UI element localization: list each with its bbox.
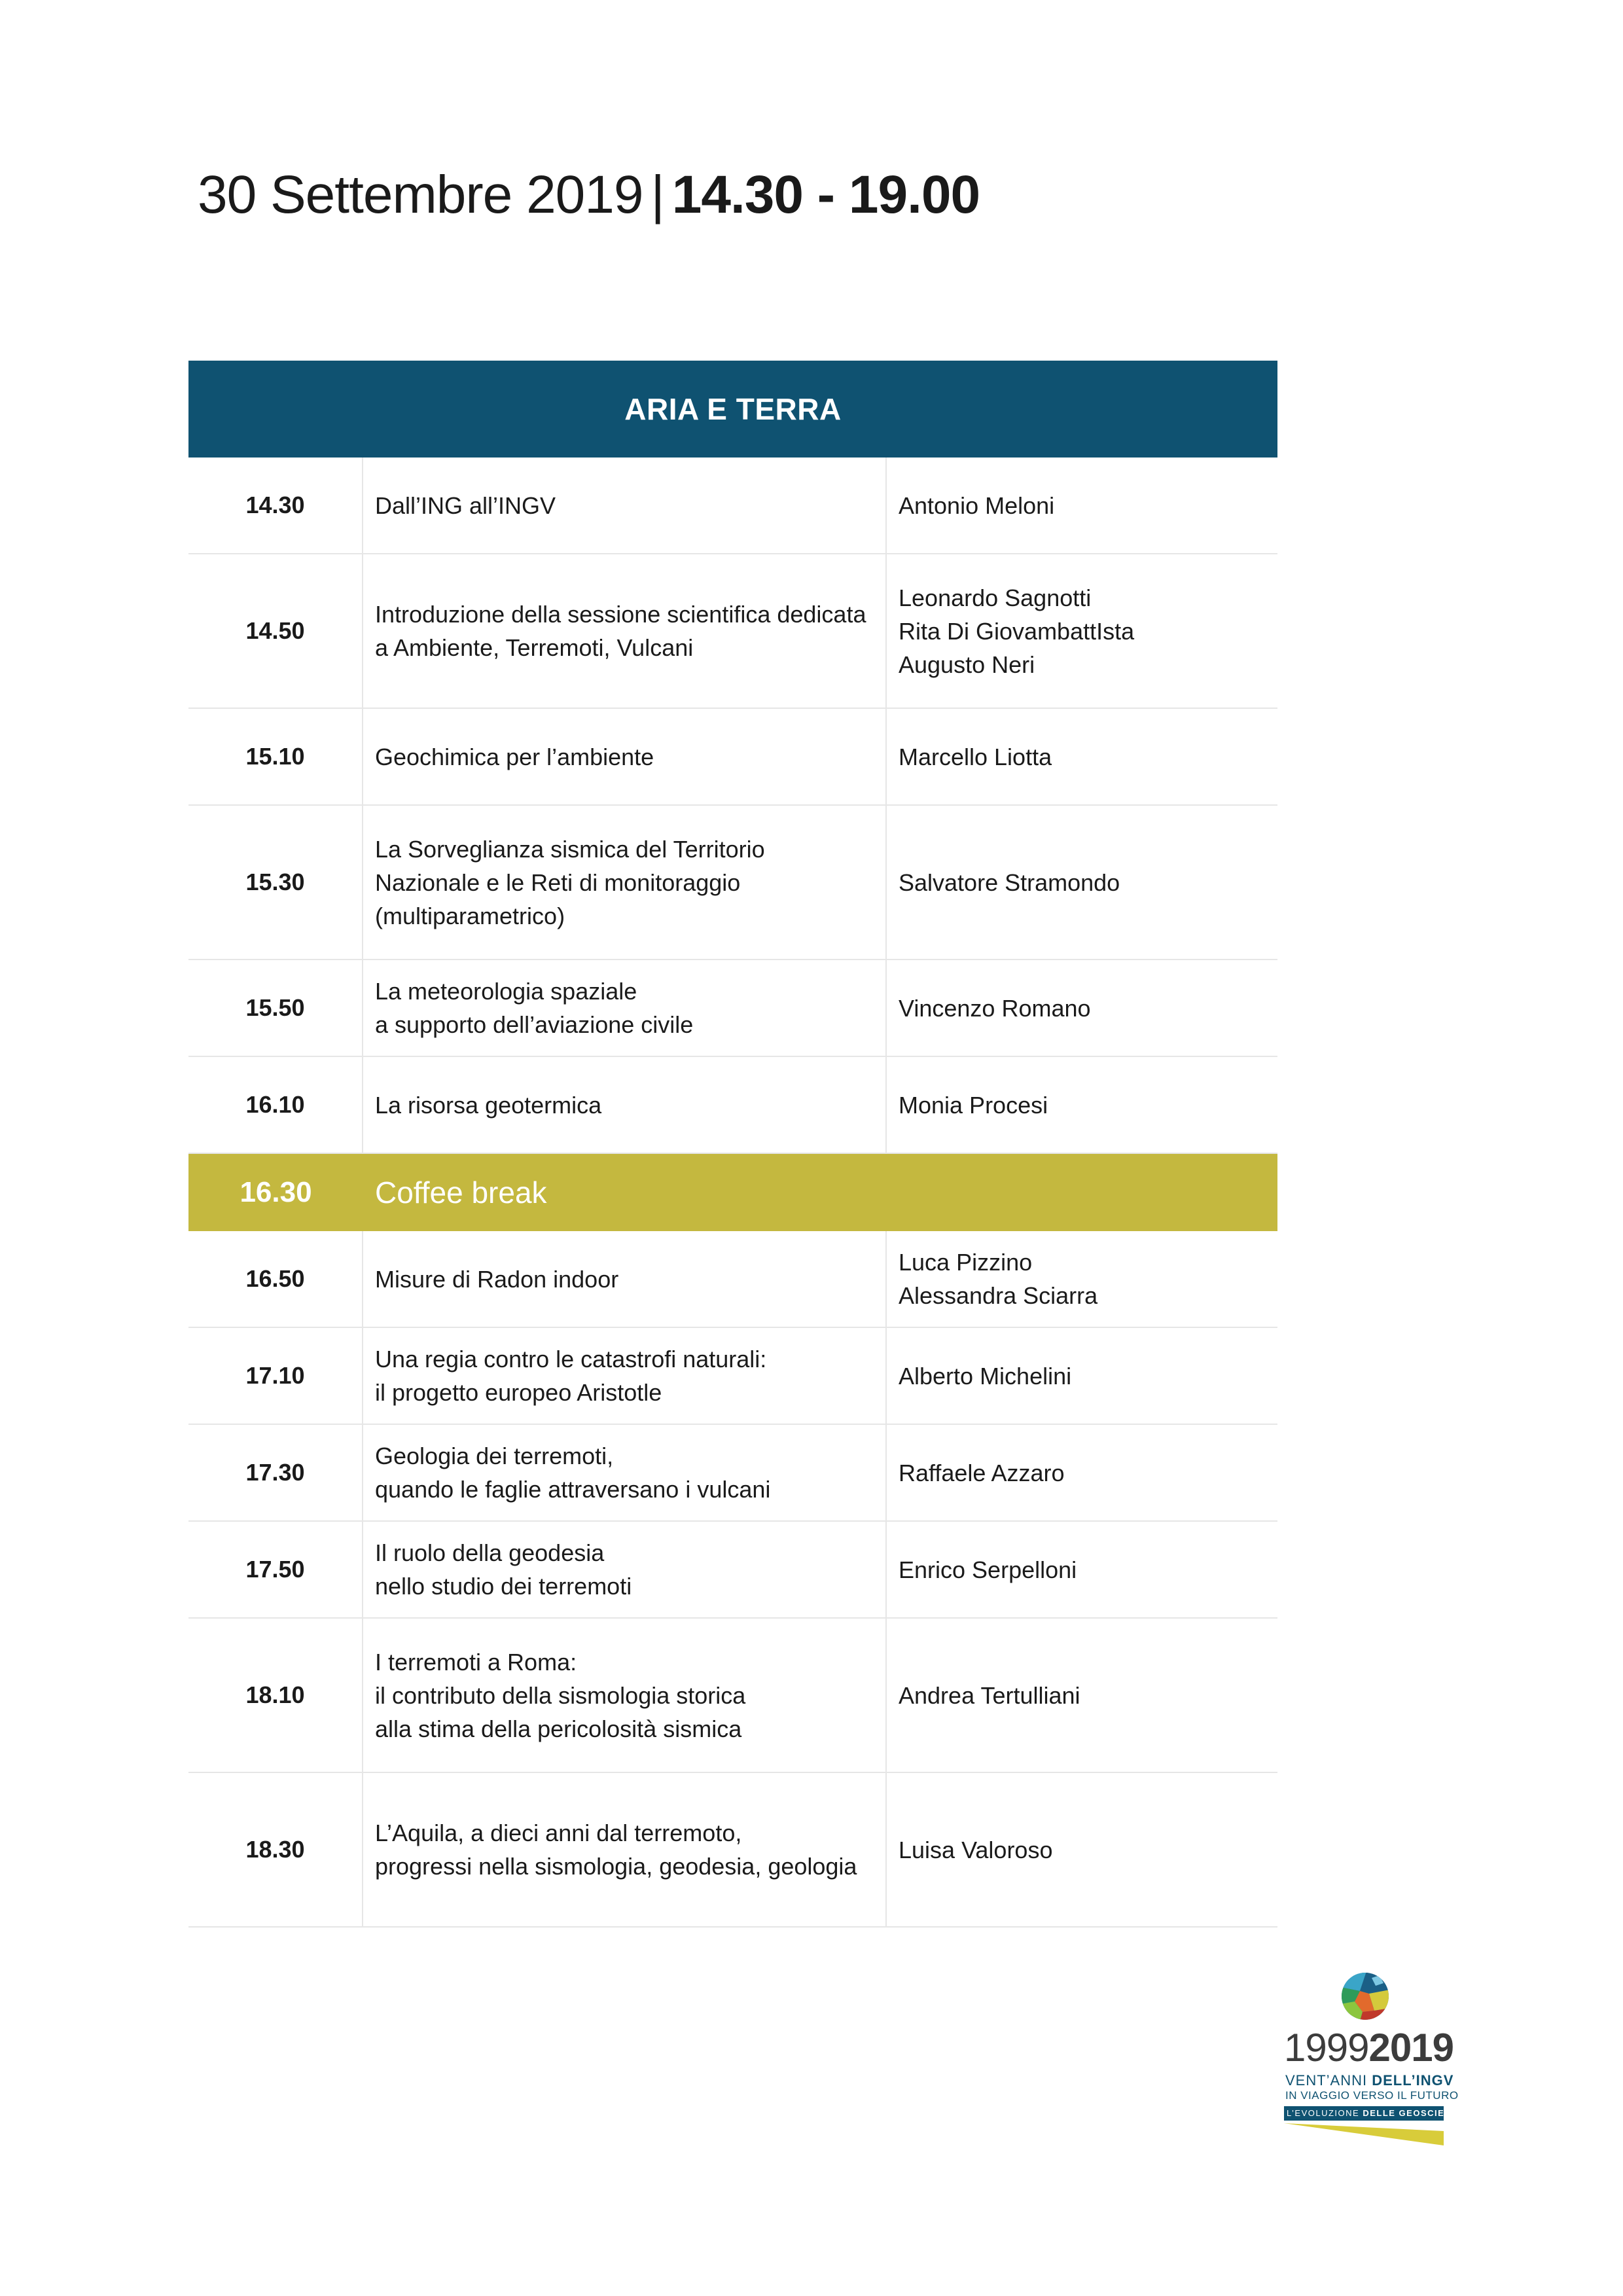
session-title-line: L’Aquila, a dieci anni dal terremoto, <box>375 1820 742 1846</box>
session-time: 17.50 <box>188 1522 363 1617</box>
session-time: 14.50 <box>188 554 363 708</box>
speaker-name: Luisa Valoroso <box>899 1836 1053 1863</box>
title-separator: | <box>651 165 664 224</box>
speaker-name: Leonardo Sagnotti <box>899 584 1092 611</box>
session-speakers <box>887 960 1277 1056</box>
session-time: 17.10 <box>188 1328 363 1424</box>
session-speakers <box>887 1057 1277 1153</box>
session-time: 15.10 <box>188 709 363 804</box>
break-time: 16.30 <box>240 1176 312 1208</box>
session-title-line: I terremoti a Roma: <box>375 1648 577 1676</box>
logo-band <box>1284 2106 1465 2121</box>
schedule-row <box>188 1057 1277 1154</box>
session-title <box>363 709 887 804</box>
session-speakers <box>887 554 1277 708</box>
session-title-line: Geochimica per l’ambiente <box>375 743 654 770</box>
session-title-line: a Ambiente, Terremoti, Vulcani <box>375 634 694 661</box>
session-speakers <box>887 1231 1277 1327</box>
session-title-line: La Sorveglianza sismica del Territorio <box>375 835 765 863</box>
session-title-line: progressi nella sismologia, geodesia, geologia <box>375 1853 857 1880</box>
speaker-name: Augusto Neri <box>899 651 1035 678</box>
speaker-name: Raffaele Azzaro <box>899 1459 1065 1486</box>
session-title-line: Geologia dei terremoti, <box>375 1443 614 1469</box>
schedule-row <box>188 1328 1277 1425</box>
session-title-line: Il ruolo della geodesia <box>375 1539 605 1566</box>
session-title-line: La risorsa geotermica <box>375 1091 602 1119</box>
logo-band-b: DELLE GEOSCIENZE <box>1363 2108 1465 2118</box>
session-time: 16.50 <box>188 1231 363 1327</box>
logo-tagline-b: DELL’INGV <box>1372 2072 1454 2089</box>
session-speakers <box>887 1773 1277 1926</box>
schedule-row <box>188 1231 1277 1328</box>
speaker-name: Antonio Meloni <box>899 492 1055 519</box>
speaker-name: Rita Di GiovambattIsta <box>899 617 1135 645</box>
session-title <box>363 1057 887 1153</box>
session-title-line: Introduzione della sessione scientifica dedicata <box>375 601 866 628</box>
session-title-line: Misure di Radon indoor <box>375 1265 619 1293</box>
session-title <box>363 1425 887 1520</box>
session-title-line: quando le faglie attraversano i vulcani <box>375 1476 771 1503</box>
schedule-row <box>188 1425 1277 1522</box>
session-title <box>363 960 887 1056</box>
session-title-line: (multiparametrico) <box>375 902 565 929</box>
speaker-name: Marcello Liotta <box>899 743 1052 770</box>
speaker-name: Luca Pizzino <box>899 1249 1033 1276</box>
session-title-line: il contributo della sismologia storica <box>375 1681 746 1709</box>
schedule-row <box>188 457 1277 554</box>
speaker-name: Monia Procesi <box>899 1091 1048 1119</box>
section-header <box>188 361 1277 457</box>
event-date: 30 Settembre 2019 <box>198 165 643 224</box>
session-title-line: a supporto dell’aviazione civile <box>375 1011 694 1038</box>
logo-year-end: 2019 <box>1368 2026 1454 2070</box>
session-time: 14.30 <box>188 457 363 553</box>
logo-band-a: L’EVOLUZIONE <box>1287 2108 1360 2118</box>
session-title <box>363 1231 887 1327</box>
anniversary-logo <box>1284 1971 1465 2161</box>
session-title <box>363 554 887 708</box>
coffee-break-row <box>188 1154 1277 1231</box>
session-time: 16.10 <box>188 1057 363 1153</box>
session-title-line: Dall’ING all’INGV <box>375 492 556 519</box>
session-title-line: La meteorologia spaziale <box>375 978 637 1005</box>
schedule-rows-before-break <box>188 457 1277 1154</box>
logo-tagline-a: VENT’ANNI <box>1285 2072 1368 2089</box>
schedule-rows-after-break <box>188 1231 1277 1928</box>
logo-subtitle: IN VIAGGIO VERSO IL FUTURO <box>1285 2089 1459 2102</box>
page-title <box>198 162 980 228</box>
logo-tagline <box>1285 2072 1454 2089</box>
break-label: Coffee break <box>375 1175 547 1210</box>
session-title-line: nello studio dei terremoti <box>375 1573 632 1600</box>
session-speakers <box>887 1619 1277 1772</box>
schedule-row <box>188 1619 1277 1773</box>
session-time: 18.10 <box>188 1619 363 1772</box>
session-speakers <box>887 457 1277 553</box>
section-title: ARIA E TERRA <box>624 392 842 426</box>
session-time: 15.30 <box>188 806 363 959</box>
session-time: 17.30 <box>188 1425 363 1520</box>
schedule-row <box>188 806 1277 960</box>
session-speakers <box>887 709 1277 804</box>
event-hours: 14.30 - 19.00 <box>671 165 980 224</box>
speaker-name: Enrico Serpelloni <box>899 1556 1077 1583</box>
speaker-name: Alberto Michelini <box>899 1362 1072 1390</box>
globe-icon <box>1340 1971 1390 2021</box>
session-title <box>363 1328 887 1424</box>
schedule-row <box>188 960 1277 1057</box>
speaker-name: Vincenzo Romano <box>899 994 1091 1022</box>
session-speakers <box>887 1522 1277 1617</box>
session-time: 18.30 <box>188 1773 363 1926</box>
session-title <box>363 806 887 959</box>
session-speakers <box>887 806 1277 959</box>
session-title <box>363 457 887 553</box>
speaker-name: Alessandra Sciarra <box>899 1282 1098 1309</box>
schedule-row <box>188 1773 1277 1928</box>
logo-wedge <box>1284 2123 1444 2145</box>
session-speakers <box>887 1425 1277 1520</box>
session-title <box>363 1619 887 1772</box>
schedule-row <box>188 554 1277 709</box>
session-title-line: il progetto europeo Aristotle <box>375 1379 662 1406</box>
schedule-row <box>188 1522 1277 1619</box>
schedule-row <box>188 709 1277 806</box>
session-title-line: Una regia contro le catastrofi naturali: <box>375 1346 767 1372</box>
session-time: 15.50 <box>188 960 363 1056</box>
session-title <box>363 1522 887 1617</box>
logo-years <box>1284 2026 1454 2070</box>
session-title <box>363 1773 887 1926</box>
speaker-name: Salvatore Stramondo <box>899 869 1120 896</box>
schedule-table <box>188 361 1277 1928</box>
logo-year-start: 1999 <box>1284 2026 1369 2070</box>
session-title-line: Nazionale e le Reti di monitoraggio <box>375 869 741 896</box>
speaker-name: Andrea Tertulliani <box>899 1681 1080 1709</box>
session-speakers <box>887 1328 1277 1424</box>
session-title-line: alla stima della pericolosità sismica <box>375 1715 742 1742</box>
